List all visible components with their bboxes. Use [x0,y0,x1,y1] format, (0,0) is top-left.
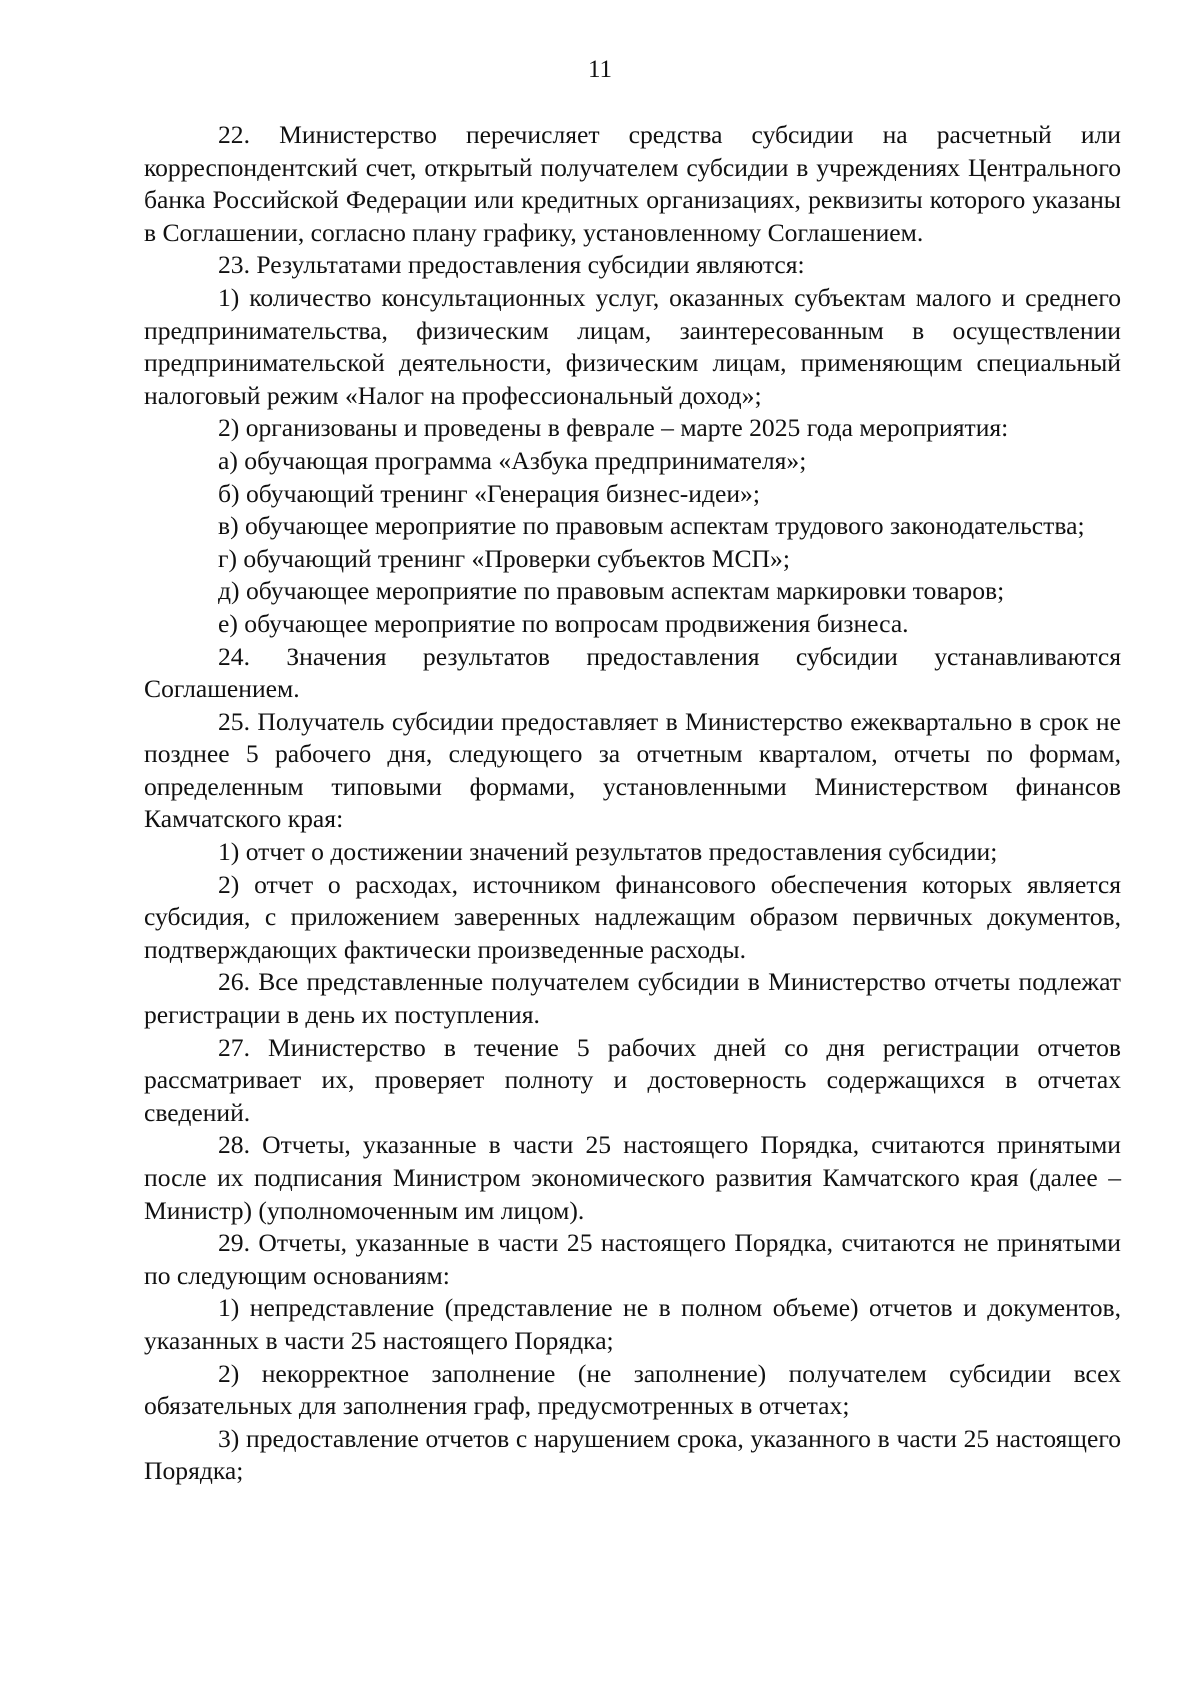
paragraph-23-item-2v: в) обучающее мероприятие по правовым аспектам трудового законодательства; [218,511,1085,541]
paragraph-23-item-1: 1) количество консультационных услуг, оказанных субъектам малого и среднего предпринимательства, физическим лицам, заинтересованным в осуществлении предпринимательской деятельности, физическим лицам, применяющим специальный налоговый режим «Налог на профессиональный доход»; [144,282,1121,410]
paragraph-23-item-2e: е) обучающее мероприятие по вопросам продвижения бизнеса. [218,608,909,638]
paragraph-29: 29. Отчеты, указанные в части 25 настоящего Порядка, считаются не принятыми по следующим основаниям: [144,1228,1121,1290]
paragraph-28: 28. Отчеты, указанные в части 25 настоящего Порядка, считаются принятыми после их подписания Министром экономического развития Камчатского края (далее – Министр) (уполномоченным им лицом). [144,1130,1121,1225]
paragraph-29-item-3: 3) предоставление отчетов с нарушением срока, указанного в части 25 настоящего Порядка; [144,1423,1121,1486]
paragraph-24: 24. Значения результатов предоставления субсидии устанавливаются Соглашением. [144,641,1121,704]
paragraph-25-item-1: 1) отчет о достижении значений результатов предоставления субсидии; [218,837,998,867]
paragraph-27: 27. Министерство в течение 5 рабочих дней со дня регистрации отчетов рассматривает их, проверяет полноту и достоверность содержащихся в отчетах сведений. [144,1032,1121,1127]
paragraph-26: 26. Все представленные получателем субсидии в Министерство отчеты подлежат регистрации в день их поступления. [144,967,1121,1030]
paragraph-23: 23. Результатами предоставления субсидии являются: [218,250,805,280]
paragraph-23-item-2b: б) обучающий тренинг «Генерация бизнес-идеи»; [218,478,760,508]
paragraph-22: 22. Министерство перечисляет средства субсидии на расчетный или корреспондентский счет, открытый получателем субсидии в учреждениях Центрального банка Российской Федерации или кредитных организациях, реквизиты которого указаны в Соглашении, согласно плану графику, установленному Соглашением. [144,120,1121,247]
paragraph-23-item-2g: г) обучающий тренинг «Проверки субъектов МСП»; [218,543,790,573]
paragraph-29-item-1: 1) непредставление (представление не в полном объеме) отчетов и документов, указанных в части 25 настоящего Порядка; [144,1293,1121,1355]
paragraph-23-item-2: 2) организованы и проведены в феврале – марте 2025 года мероприятия: [218,413,1009,443]
paragraph-23-item-2d: д) обучающее мероприятие по правовым аспектам маркировки товаров; [218,576,1005,606]
page-number: 11 [587,56,613,83]
paragraph-29-item-2: 2) некорректное заполнение (не заполнение) получателем субсидии всех обязательных для заполнения граф, предусмотренных в отчетах; [144,1358,1121,1421]
document-body [144,119,1121,1488]
paragraph-25-item-2: 2) отчет о расходах, источником финансового обеспечения которых является субсидия, с приложением заверенных надлежащим образом первичных документов, подтверждающих фактически произведенные расходы. [144,869,1121,964]
paragraph-23-item-2a: а) обучающая программа «Азбука предпринимателя»; [218,445,807,475]
paragraph-25: 25. Получатель субсидии предоставляет в Министерство ежеквартально в срок не позднее 5 рабочего дня, следующего за отчетным кварталом, отчеты по формам, определенным типовыми формами, установленными Министерством финансов Камчатского края: [144,706,1121,834]
